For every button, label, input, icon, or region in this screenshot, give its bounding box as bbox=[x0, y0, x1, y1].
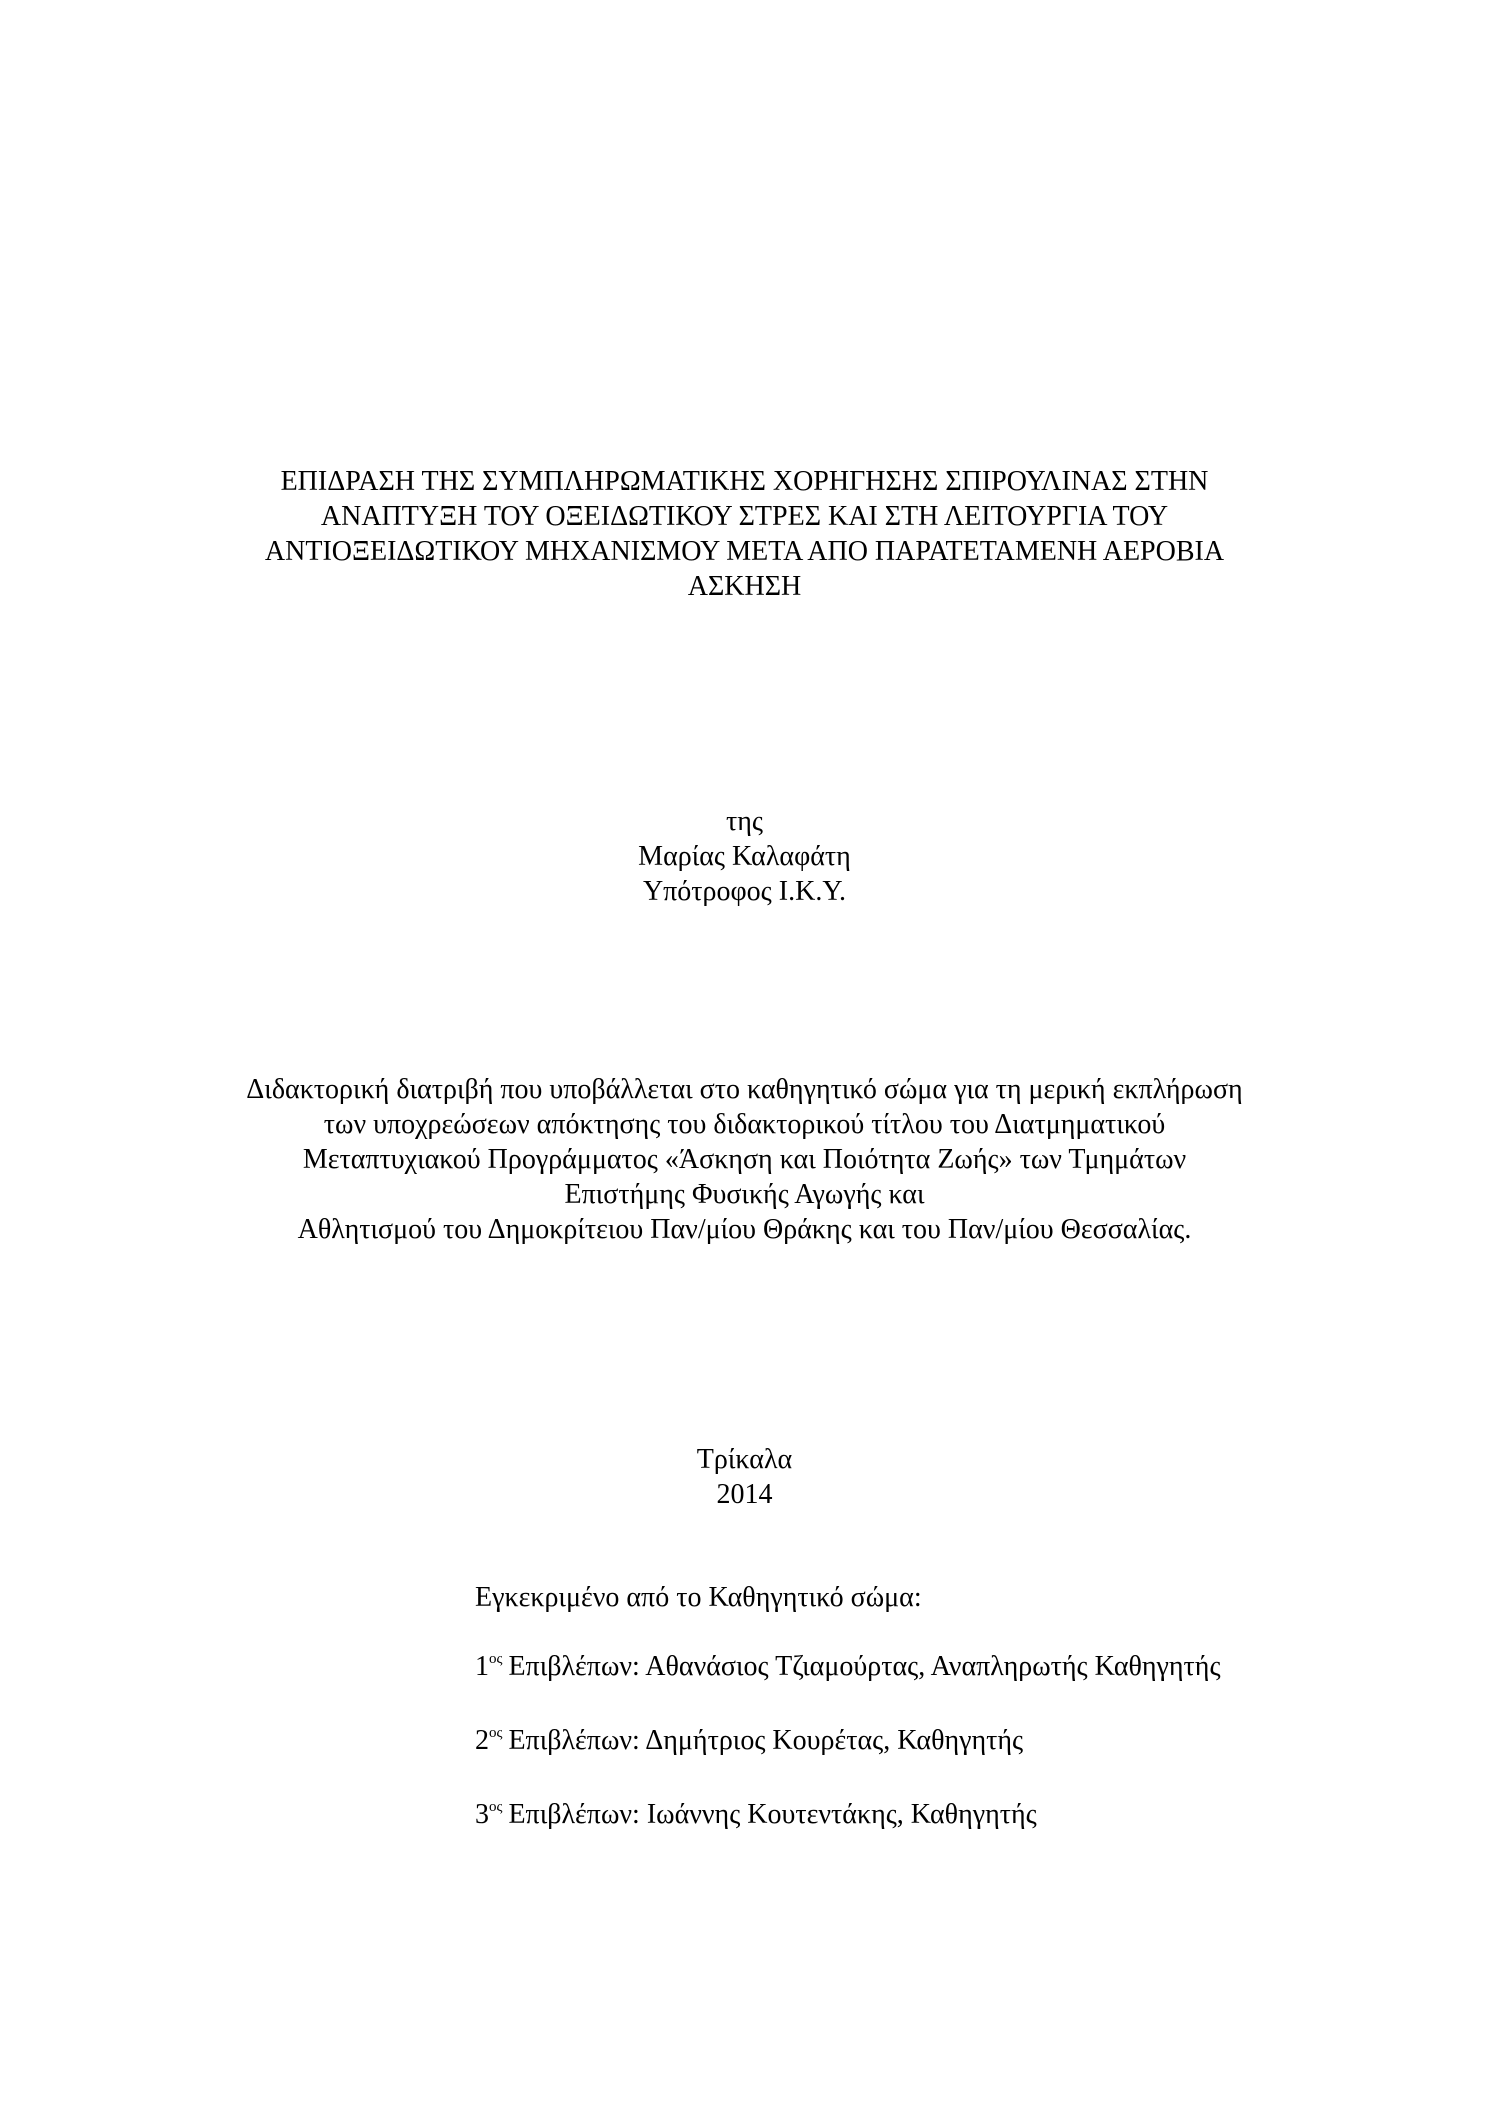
thesis-statement bbox=[0, 1072, 1489, 1247]
statement-line: των υποχρεώσεων απόκτησης του διδακτορικού τίτλου του Διατμηματικού bbox=[323, 1109, 1166, 1140]
committee-member bbox=[475, 1649, 1221, 1689]
statement-line: Μεταπτυχιακού Προγράμματος «Άσκηση και Ποιότητα Ζωής» των Τμημάτων bbox=[302, 1144, 1187, 1175]
committee-member bbox=[475, 1797, 1221, 1837]
member-text: Επιβλέπων: Δημήτριος Κουρέτας, Καθηγητής bbox=[508, 1725, 1024, 1756]
author-name: Μαρίας Καλαφάτη bbox=[638, 841, 851, 872]
statement-line: Διδακτορική διατριβή που υποβάλλεται στο καθηγητικό σώμα για τη μερική εκπλήρωση bbox=[246, 1074, 1243, 1105]
title-line: ΑΣΚΗΣΗ bbox=[687, 571, 802, 602]
title-line: ΑΝΑΠΤΥΞΗ ΤΟΥ ΟΞΕΙΔΩΤΙΚΟΥ ΣΤΡΕΣ ΚΑΙ ΣΤΗ ΛΕΙΤΟΥΡΓΙΑ ΤΟΥ bbox=[320, 501, 1169, 532]
member-text: Επιβλέπων: Αθανάσιος Τζιαμούρτας, Αναπληρωτής Καθηγητής bbox=[508, 1651, 1221, 1682]
place: Τρίκαλα bbox=[696, 1444, 793, 1475]
committee-heading: Εγκεκριμένο από το Καθηγητικό σώμα: bbox=[475, 1582, 922, 1613]
statement-line: Αθλητισμού του Δημοκρίτειου Παν/μίου Θράκης και του Παν/μίου Θεσσαλίας. bbox=[297, 1214, 1192, 1245]
place-date-block bbox=[0, 1442, 1489, 1512]
committee-block bbox=[475, 1580, 1221, 1871]
member-ordinal-suffix: ος bbox=[489, 1725, 503, 1741]
member-ordinal: 1 bbox=[475, 1651, 489, 1682]
author-block bbox=[0, 804, 1489, 909]
committee-member bbox=[475, 1723, 1221, 1763]
statement-line: Επιστήμης Φυσικής Αγωγής και bbox=[564, 1179, 925, 1210]
title-line: ΑΝΤΙΟΞΕΙΔΩΤΙΚΟΥ ΜΗΧΑΝΙΣΜΟΥ ΜΕΤΑ ΑΠΟ ΠΑΡΑΤΕΤΑΜΕΝΗ ΑΕΡΟΒΙΑ bbox=[264, 536, 1225, 567]
member-ordinal: 2 bbox=[475, 1725, 489, 1756]
member-ordinal-suffix: ος bbox=[489, 1651, 503, 1667]
author-role: Υπότροφος Ι.Κ.Υ. bbox=[642, 876, 847, 907]
author-prefix: της bbox=[726, 806, 763, 837]
member-ordinal-suffix: ος bbox=[489, 1799, 503, 1815]
thesis-title bbox=[0, 464, 1489, 604]
title-line: ΕΠΙΔΡΑΣΗ ΤΗΣ ΣΥΜΠΛΗΡΩΜΑΤΙΚΗΣ ΧΟΡΗΓΗΣΗΣ ΣΠΙΡΟΥΛΙΝΑΣ ΣΤΗΝ bbox=[280, 466, 1209, 497]
member-text: Επιβλέπων: Ιωάννης Κουτεντάκης, Καθηγητής bbox=[508, 1799, 1037, 1830]
year: 2014 bbox=[716, 1479, 773, 1510]
member-ordinal: 3 bbox=[475, 1799, 489, 1830]
